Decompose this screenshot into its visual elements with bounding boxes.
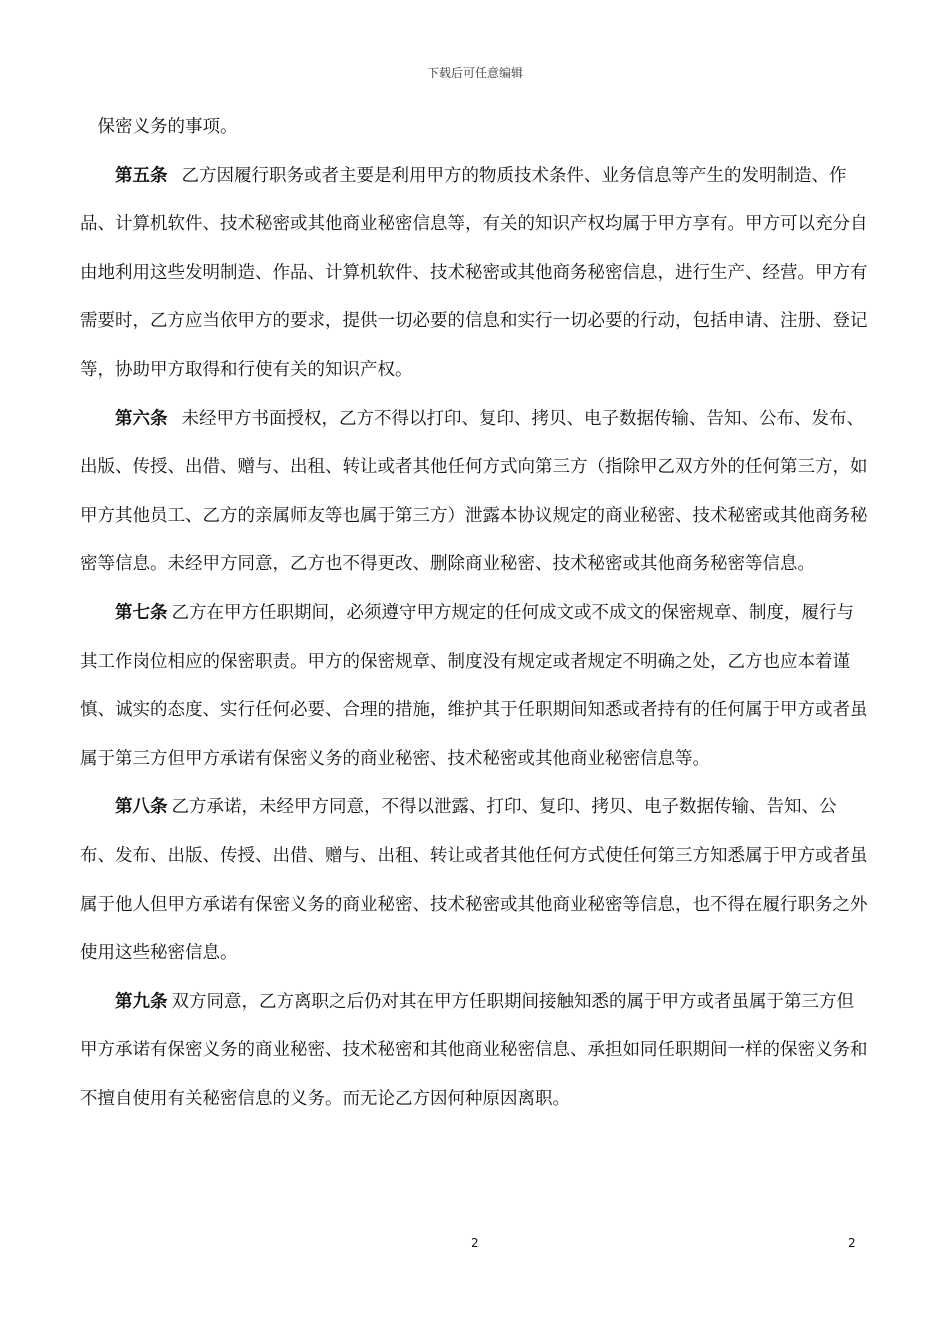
article-number: 第七条 <box>115 602 168 623</box>
article-9 <box>80 978 870 1124</box>
article-text: 乙方因履行职务或者主要是利用甲方的物质技术条件、业务信息等产生的发明制造、作品、计算机软件、技术秘密或其他商业秘密信息等，有关的知识产权均属于甲方享有。甲方可以充分自由地利用这些发明制造、作品、计算机软件、技术秘密或其他商务秘密信息，进行生产、经营。甲方有需要时，乙方应当依甲方的要求，提供一切必要的信息和实行一切必要的行动，包括申请、注册、登记等，协助甲方取得和行使有关的知识产权。 <box>80 165 868 380</box>
page-number: 2 <box>471 1236 479 1250</box>
lead-paragraph: 保密义务的事项。 <box>97 117 238 137</box>
article-6 <box>80 395 870 589</box>
page-header: 下载后可任意编辑 <box>426 66 523 80</box>
article-number: 第六条 <box>115 408 168 429</box>
page-number-right: 2 <box>848 1236 856 1250</box>
article-text: 乙方承诺，未经甲方同意，不得以泄露、打印、复印、拷贝、电子数据传输、告知、公布、发布、出版、传授、出借、赠与、出租、转让或者其他任何方式使任何第三方知悉属于甲方或者虽属于他人但甲方承诺有保密义务的商业秘密、技术秘密或其他商业秘密等信息，也不得在履行职务之外使用这些秘密信息。 <box>80 797 868 964</box>
article-number: 第五条 <box>115 165 168 186</box>
article-text: 乙方在甲方任职期间，必须遵守甲方规定的任何成文或不成文的保密规章、制度，履行与其工作岗位相应的保密职责。甲方的保密规章、制度没有规定或者规定不明确之处，乙方也应本着谨慎、诚实的态度、实行任何必要、合理的措施，维护其于任职期间知悉或者持有的任何属于甲方或者虽属于第三方但甲方承诺有保密义务的商业秘密、技术秘密或其他商业秘密信息等。 <box>80 602 868 769</box>
article-8 <box>80 783 870 977</box>
article-number: 第八条 <box>115 797 168 818</box>
document-body <box>80 103 870 1123</box>
article-text: 双方同意，乙方离职之后仍对其在甲方任职期间接触知悉的属于甲方或者虽属于第三方但甲方承诺有保密义务的商业秘密、技术秘密和其他商业秘密信息、承担如同任职期间一样的保密义务和不擅自使用有关秘密信息的义务。而无论乙方因何种原因离职。 <box>80 991 868 1109</box>
article-text: 未经甲方书面授权，乙方不得以打印、复印、拷贝、电子数据传输、告知、公布、发布、出版、传授、出借、赠与、出租、转让或者其他任何方式向第三方（指除甲乙双方外的任何第三方，如甲方其他员工、乙方的亲属师友等也属于第三方）泄露本协议规定的商业秘密、技术秘密或其他商务秘密等信息。未经甲方同意，乙方也不得更改、删除商业秘密、技术秘密或其他商务秘密等信息。 <box>80 408 868 575</box>
article-7 <box>80 589 870 783</box>
article-5 <box>80 152 870 395</box>
article-number: 第九条 <box>115 991 168 1012</box>
